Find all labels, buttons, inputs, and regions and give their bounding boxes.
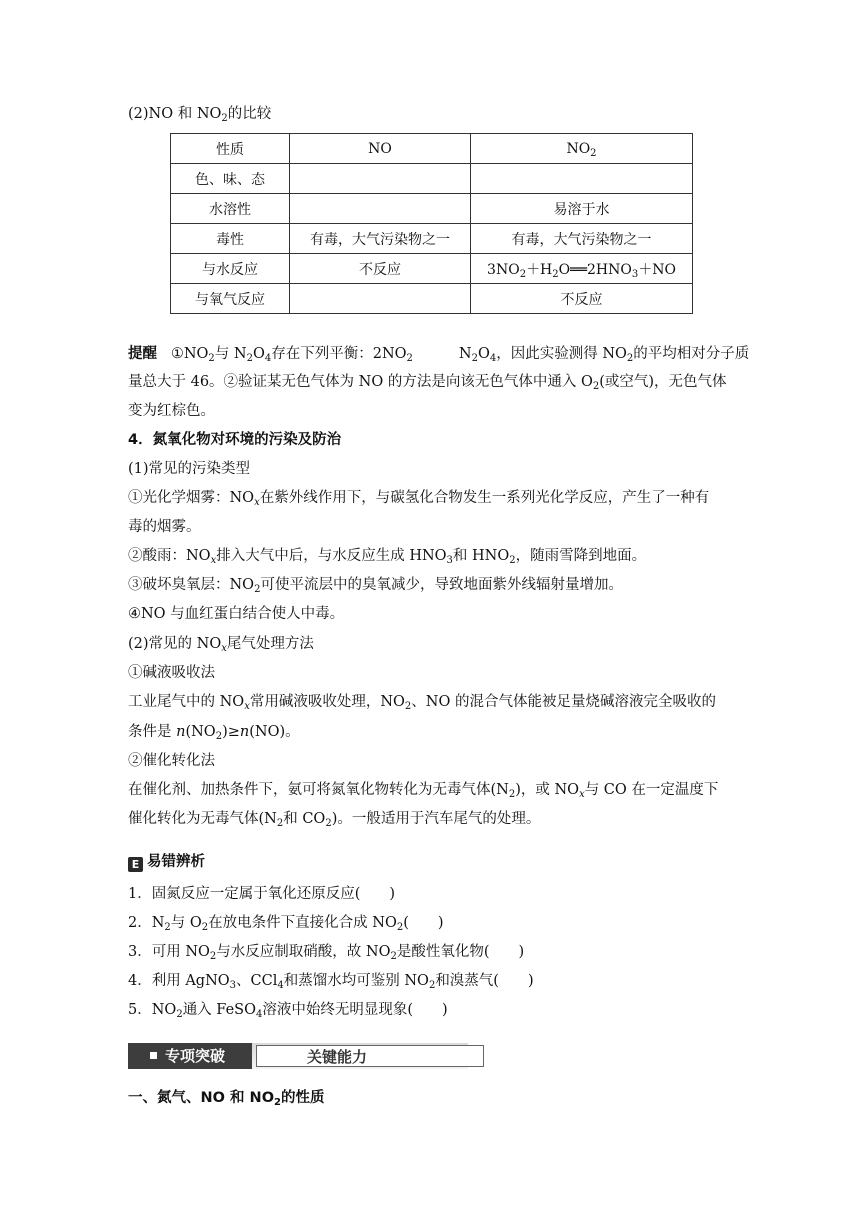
equilibrium-arrow-icon [419,343,453,353]
table-header-row [171,134,693,164]
method-b-line-2: 催化转化为无毒气体($N_2$和 $CO_2$)。一般适用于汽车尾气的处理。 [128,811,541,829]
table-cell [471,164,693,194]
method-a-line-2: 条件是 $n(NO_2)\ge n(NO)$。 [128,724,300,742]
pollution-item-d: ④NO 与血红蛋白结合使人中毒。 [128,606,345,622]
tip-label: 提醒 [128,346,157,362]
section-4-title: 4．氮氧化物对环境的污染及防治 [128,432,342,448]
section-banner [128,1040,468,1070]
pollution-item-c: ③破坏臭氧层：$NO_2$可使平流层中的臭氧减少，导致地面紫外线辐射量增加。 [128,577,623,595]
table-cell: 有毒，大气污染物之一 [471,224,693,254]
tip-line-1: 提醒 $①NO_2$与 $N_2O_4$存在下列平衡：$2NO_2$ $N_2O_4$，因此实验测得 $NO_2$的平均相对分子质 [128,343,749,364]
table-cell: 毒性 [171,224,290,254]
comparison-table [170,133,693,314]
tip-line-2: 量总大于 46。②验证某无色气体为 NO 的方法是向该无色气体中通入 $O_2$(或空气)，无色气体 [128,374,727,392]
table-cell: 不反应 [290,254,471,284]
pollution-item-a: ①光化学烟雾：$NO_x$在紫外线作用下，与碳氢化合物发生一系列光化学反应，产生了一种有 [128,490,710,508]
table-cell: 色、味、态 [171,164,290,194]
section-4-1-title: (1)常见的污染类型 [128,461,251,477]
table-row [171,224,693,254]
table-cell: NO [290,134,471,164]
subsection-1-title: 一、氮气、NO 和 $NO_2$的性质 [128,1090,325,1108]
table-cell: $NO_2$ [471,134,693,164]
table-cell: 不反应 [471,284,693,314]
table-row [171,254,693,284]
table-row [171,164,693,194]
table-row [171,194,693,224]
pollution-item-b: ②酸雨：$NO_x$排入大气中后，与水反应生成 $HNO_3$和 $HNO_2$，随雨雪降到地面。 [128,548,647,566]
error-question-5: 5．$NO_2$通入 FeSO$_4$溶液中始终无明显现象( ) [128,1002,448,1020]
section-4-2-title: (2)常见的 $NO_x$尾气处理方法 [128,636,314,654]
table-cell: 性质 [171,134,290,164]
table-cell: 有毒，大气污染物之一 [290,224,471,254]
error-question-3: 3．可用 $NO_2$与水反应制取硝酸，故 $NO_2$是酸性氧化物( ) [128,944,525,962]
table-cell: $3NO_2+H_2O══2HNO_3+NO$ [471,254,693,284]
pollution-item-a-cont: 毒的烟雾。 [128,519,201,535]
banner-light-label: 关键能力 [256,1045,484,1067]
table-cell [290,194,471,224]
tip-line-3: 变为红棕色。 [128,403,215,419]
table-cell: 与水反应 [171,254,290,284]
errors-title: E 易错辨析 [128,852,205,872]
method-a-line-1: 工业尾气中的 $NO_x$常用碱液吸收处理，$NO_2$、NO 的混合气体能被足量烧碱溶液完全吸收的 [128,694,716,712]
error-analysis-icon: E [128,857,143,872]
table-row [171,284,693,314]
method-b-title: ②催化转化法 [128,753,215,769]
table-cell [290,164,471,194]
banner-dark-label: 专项突破 [128,1043,252,1069]
error-question-1: 1．固氮反应一定属于氧化还原反应( ) [128,886,396,902]
square-icon [150,1052,157,1059]
error-question-4: 4．利用 AgNO$_3$、CCl$_4$和蒸馏水均可鉴别 $NO_2$和溴蒸气( ) [128,973,534,991]
method-b-line-1: 在催化剂、加热条件下，氨可将氮氧化物转化为无毒气体$(N_2)$，或 $NO_x$与 CO 在一定温度下 [128,782,719,800]
method-a-title: ①碱液吸收法 [128,665,215,681]
table-cell: 与氧气反应 [171,284,290,314]
error-question-2: 2．$N_2$与 $O_2$在放电条件下直接化合成 $NO_2$( ) [128,915,444,933]
table-cell: 易溶于水 [471,194,693,224]
table-cell [290,284,471,314]
table-cell: 水溶性 [171,194,290,224]
section-title-comparison: (2)NO 和 $NO_2$的比较 [128,106,272,124]
